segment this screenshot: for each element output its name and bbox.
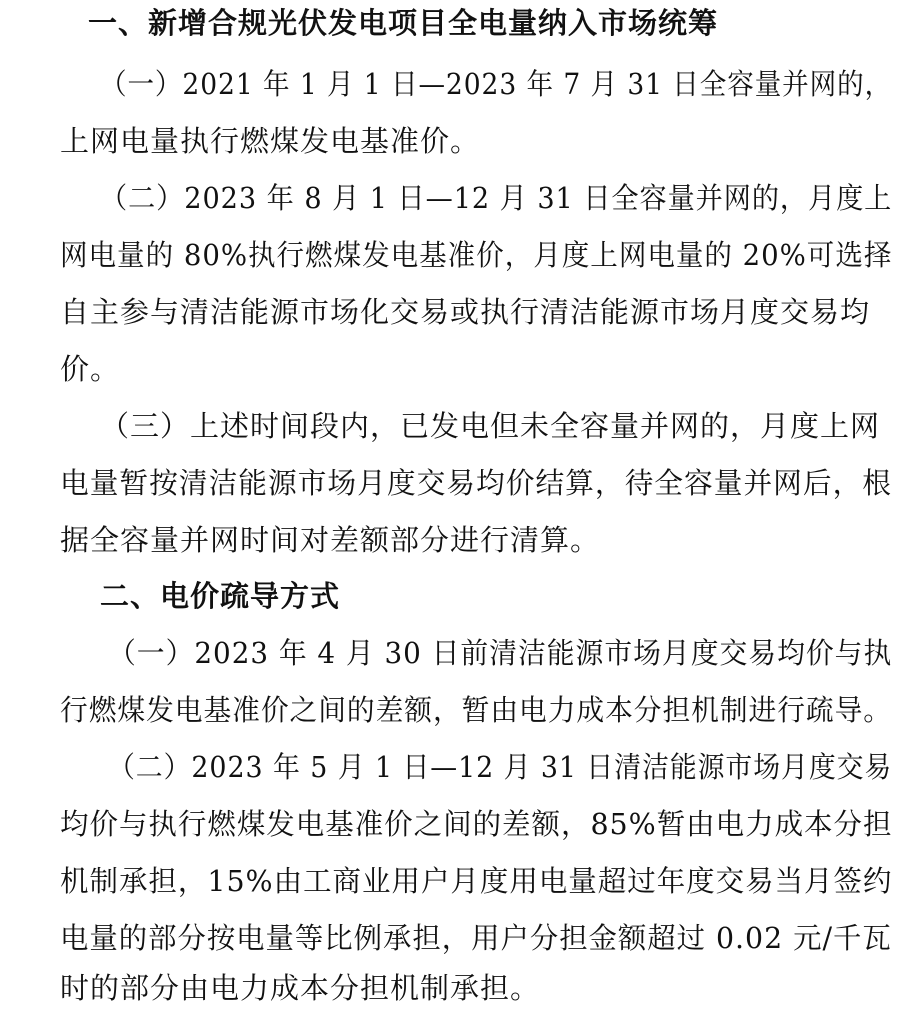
text-line: （一）2023 年 4 月 30 日前清洁能源市场月度交易均价与执 [108, 636, 893, 670]
text-line: 电量暂按清洁能源市场月度交易均价结算，待全容量并网后，根 [60, 466, 893, 500]
text-line: （二）2023 年 8 月 1 日—12 月 31 日全容量并网的，月度上 [100, 181, 893, 215]
section1-heading: 一、新增合规光伏发电项目全电量纳入市场统筹 [88, 6, 719, 40]
text-line: 均价与执行燃煤发电基准价之间的差额，85%暂由电力成本分担 [60, 807, 893, 841]
text-line: 价。 [60, 352, 121, 386]
text-line: 电量的部分按电量等比例承担，用户分担金额超过 0.02 元/千瓦 [60, 921, 892, 955]
text-line: 时的部分由电力成本分担机制承担。 [60, 971, 541, 1005]
section2-heading: 二、电价疏导方式 [100, 579, 341, 613]
text-line: 机制承担，15%由工商业用户月度用电量超过年度交易当月签约 [60, 864, 893, 898]
text-line: 网电量的 80%执行燃煤发电基准价，月度上网电量的 20%可选择 [60, 238, 893, 272]
text-line: 据全容量并网时间对差额部分进行清算。 [60, 523, 601, 557]
text-line: 行燃煤发电基准价之间的差额，暂由电力成本分担机制进行疏导。 [60, 693, 892, 727]
text-line: （一）2021 年 1 月 1 日—2023 年 7 月 31 日全容量并网的， [100, 67, 893, 101]
text-line: 自主参与清洁能源市场化交易或执行清洁能源市场月度交易均 [60, 295, 871, 329]
text-line: （二）2023 年 5 月 1 日—12 月 31 日清洁能源市场月度交易 [108, 750, 893, 784]
text-line: （三）上述时间段内，已发电但未全容量并网的，月度上网 [100, 409, 881, 443]
text-line: 上网电量执行燃煤发电基准价。 [60, 124, 481, 158]
